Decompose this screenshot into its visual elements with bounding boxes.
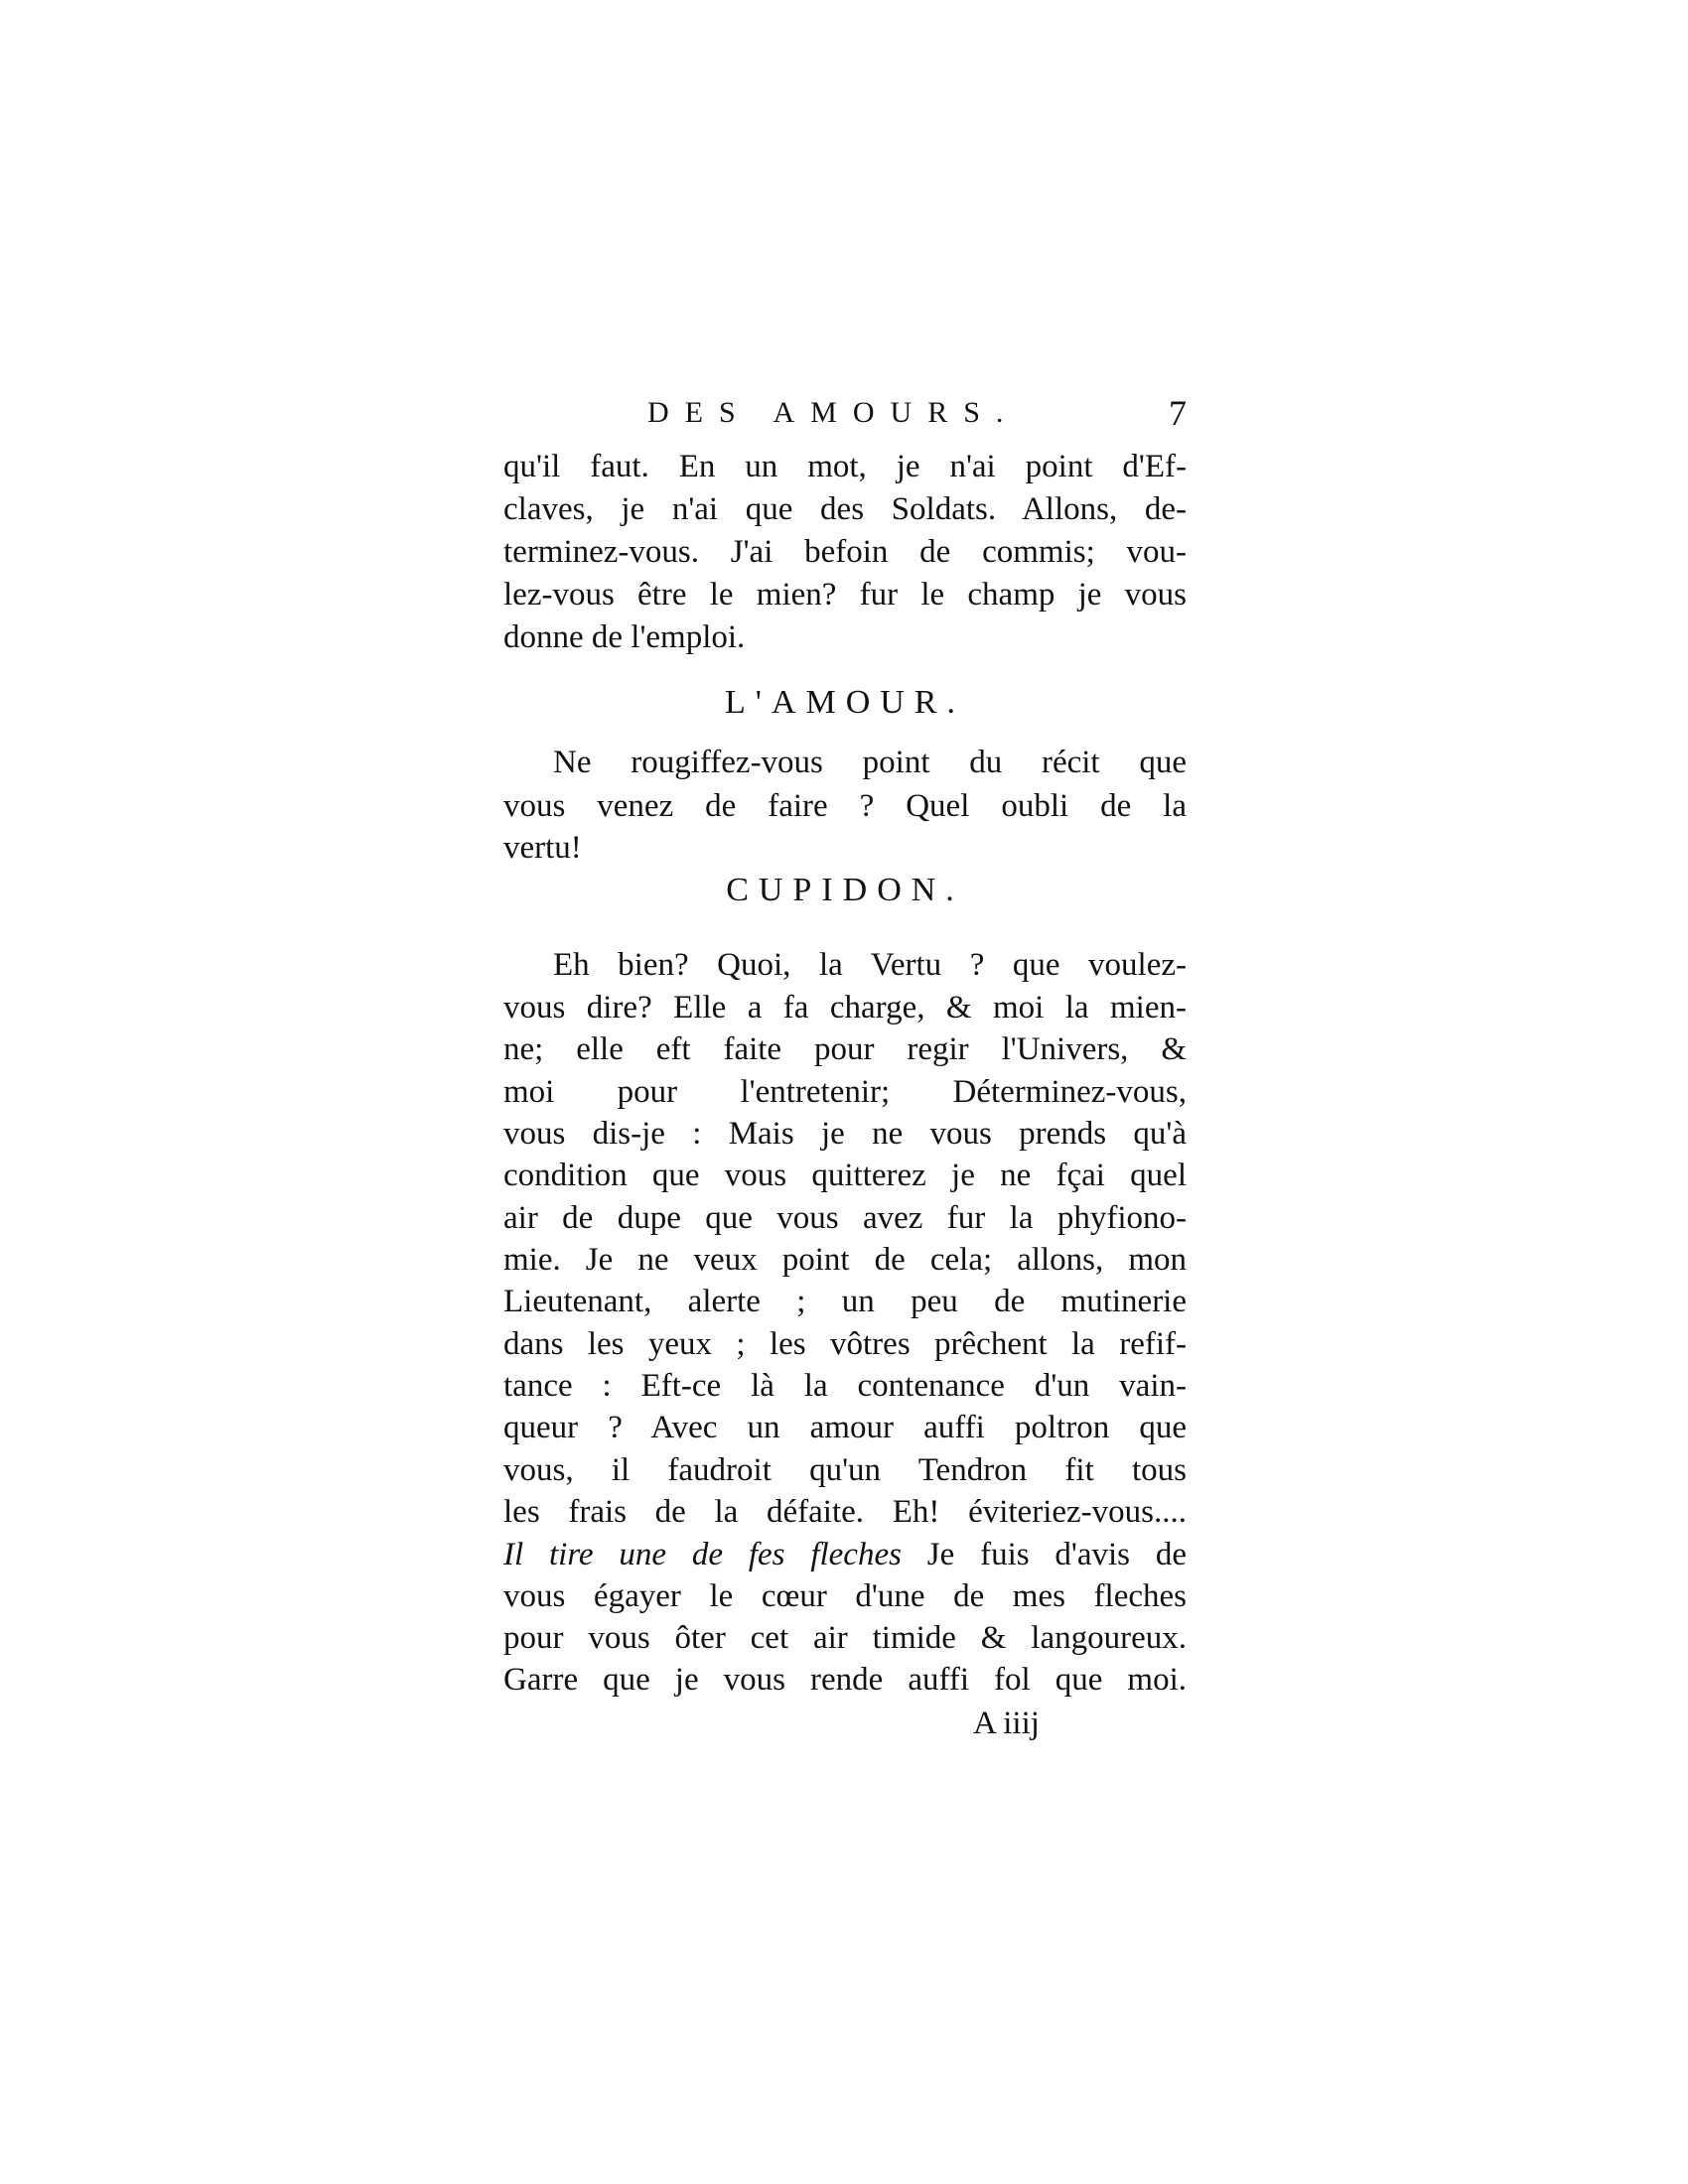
running-title: DES AMOURS. xyxy=(647,396,1020,429)
text-line: condition que vous quitterez je ne fçai quel xyxy=(503,1158,1187,1193)
text-line: claves, je n'ai que des Soldats. Allons, de- xyxy=(503,491,1187,527)
page-number: 7 xyxy=(1169,393,1187,433)
text-line: Je fuis d'avis de xyxy=(926,1537,1187,1572)
speaker-heading: L'AMOUR. xyxy=(725,684,965,721)
text-line: moi pour l'entretenir; Déterminez-vous, xyxy=(503,1074,1187,1110)
text-line: Ne rougiffez-vous point du récit que xyxy=(553,745,1187,780)
signature-mark: A iiij xyxy=(973,1706,1040,1741)
text-line: pour vous ôter cet air timide & langoureux. xyxy=(503,1620,1187,1656)
text-line: vous dire? Elle a fa charge, & moi la mien- xyxy=(503,990,1187,1025)
stage-direction-line xyxy=(503,1535,1187,1574)
text-line: lez-vous être le mien? fur le champ je vous xyxy=(503,577,1187,613)
text-line: vertu! xyxy=(503,830,582,866)
text-line: vous égayer le cœur d'une de mes fleches xyxy=(503,1578,1187,1614)
text-line: mie. Je ne veux point de cela; allons, mon xyxy=(503,1242,1187,1278)
text-line: dans les yeux ; les vôtres prêchent la refif- xyxy=(503,1326,1187,1362)
text-line: queur ? Avec un amour auffi poltron que xyxy=(503,1410,1187,1445)
text-line: qu'il faut. En un mot, je n'ai point d'Ef- xyxy=(503,449,1187,484)
text-line: Eh bien? Quoi, la Vertu ? que voulez- xyxy=(553,947,1187,983)
text-line: les frais de la défaite. Eh! éviteriez-vous.... xyxy=(503,1494,1187,1530)
text-line: ne; elle eft faite pour regir l'Univers, & xyxy=(503,1031,1187,1067)
text-line: vous, il faudroit qu'un Tendron fit tous xyxy=(503,1452,1187,1488)
speaker-heading: CUPIDON. xyxy=(726,872,964,908)
text-line: vous venez de faire ? Quel oubli de la xyxy=(503,788,1187,824)
text-line: air de dupe que vous avez fur la phyfiono- xyxy=(503,1200,1187,1236)
text-line: Garre que je vous rende auffi fol que moi. xyxy=(503,1662,1187,1698)
text-line: tance : Eft-ce là la contenance d'un vain- xyxy=(503,1368,1187,1404)
stage-direction: Il tire une de fes fleches xyxy=(503,1537,902,1572)
text-line: terminez-vous. J'ai befoin de commis; vou- xyxy=(503,534,1187,570)
text-line: Lieutenant, alerte ; un peu de mutinerie xyxy=(503,1284,1187,1319)
text-line: vous dis-je : Mais je ne vous prends qu'à xyxy=(503,1116,1187,1152)
text-line: donne de l'emploi. xyxy=(503,619,746,655)
